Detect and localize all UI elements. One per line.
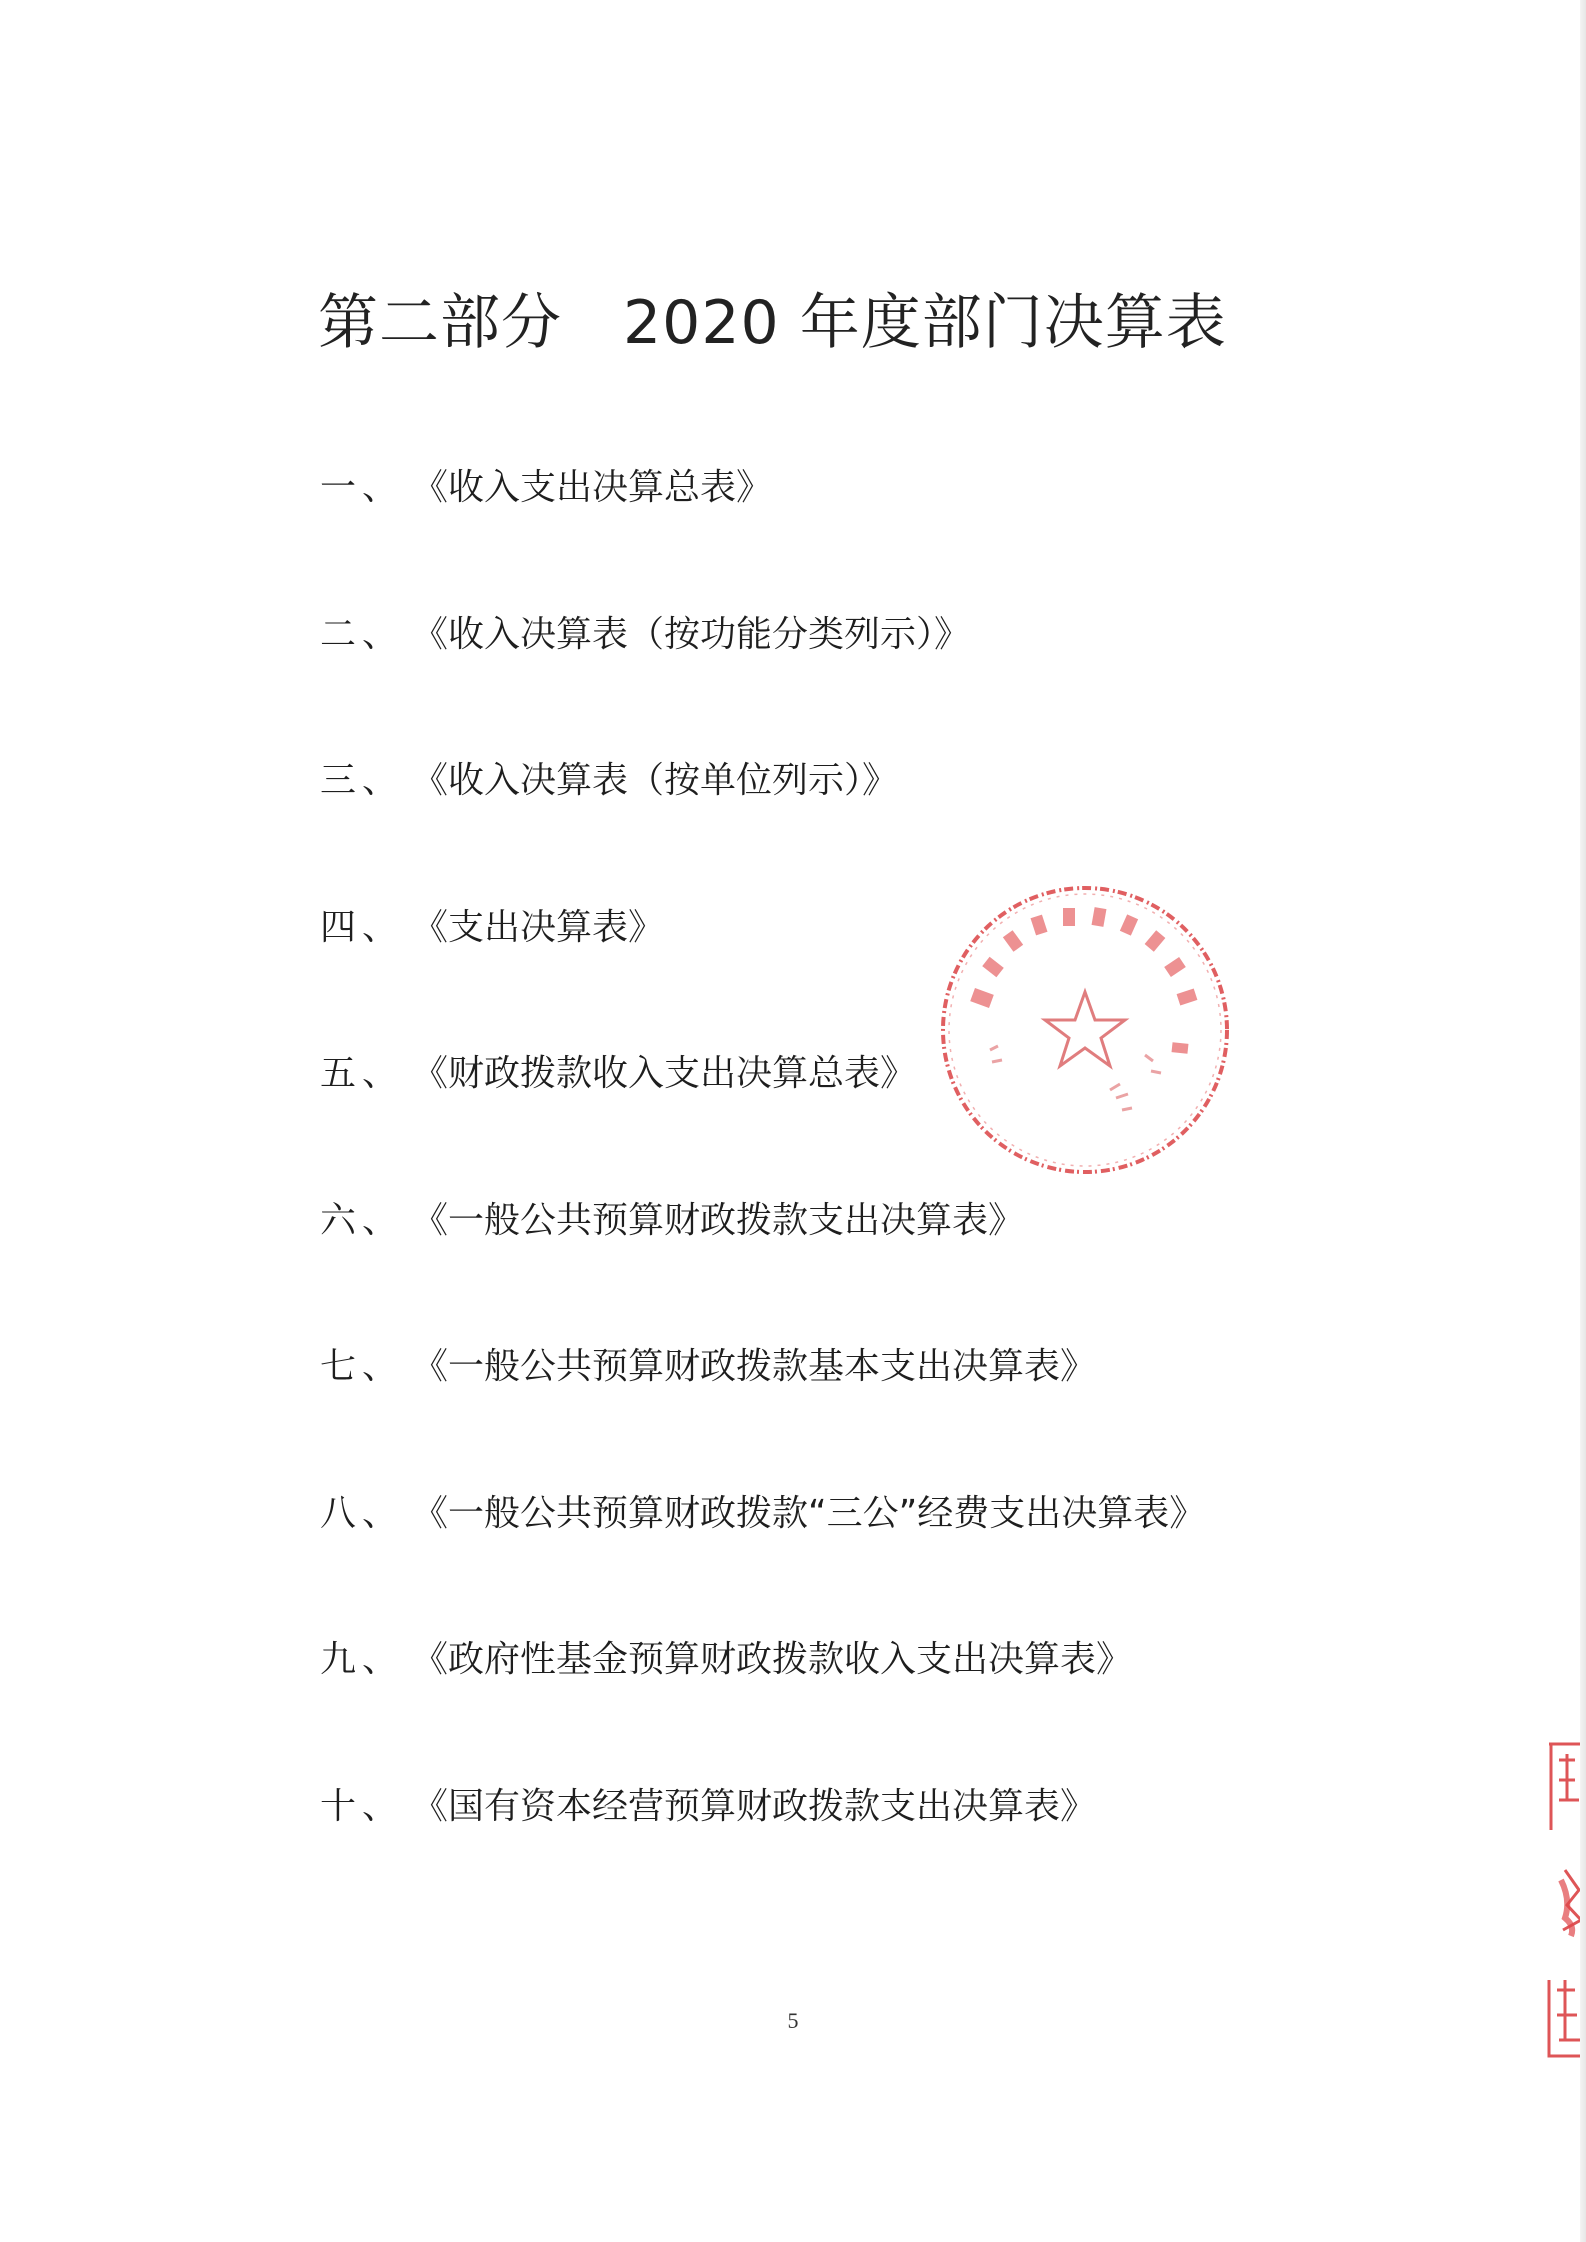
- list-item: [320, 1632, 1205, 1779]
- list-item-number: 七、: [320, 1346, 405, 1387]
- list-item-title: 《财政拨款收入支出决算总表》: [412, 1053, 917, 1094]
- list-item-title: 《一般公共预算财政拨款基本支出决算表》: [412, 1346, 1097, 1387]
- list-item-title: 《国有资本经营预算财政拨款支出决算表》: [412, 1785, 1097, 1827]
- list-item-number: 二、: [320, 613, 405, 655]
- list-item-title: 《收入决算表（按单位列示）》: [412, 760, 899, 801]
- page-number: 5: [787, 2008, 799, 2033]
- page-edge-shadow: [1580, 0, 1586, 2242]
- list-item-title: 《收入支出决算总表》: [412, 467, 773, 508]
- list-item-number: 四、: [320, 906, 405, 948]
- list-item-title: 《政府性基金预算财政拨款收入支出决算表》: [412, 1639, 1133, 1680]
- list-item-number: 十、: [320, 1785, 405, 1827]
- list-item-number: 八、: [320, 1492, 405, 1534]
- list-item: [320, 1486, 1205, 1633]
- list-item: [320, 460, 1205, 607]
- list-item-number: 三、: [320, 760, 405, 801]
- official-seal-icon: [935, 880, 1235, 1180]
- list-item-number: 五、: [320, 1053, 405, 1094]
- list-item-title: 《收入决算表（按功能分类列示）》: [412, 613, 971, 655]
- list-item: [320, 1779, 1205, 1926]
- list-item-title: 《一般公共预算财政拨款支出决算表》: [412, 1199, 1025, 1241]
- page-title: 第二部分 2020 年度部门决算表: [318, 288, 1227, 358]
- list-item: [320, 607, 1205, 754]
- list-item-title: 《一般公共预算财政拨款“三公”经费支出决算表》: [412, 1492, 1206, 1534]
- list-item-number: 一、: [320, 467, 405, 508]
- list-item-number: 六、: [320, 1199, 405, 1241]
- list-item: [320, 753, 1205, 900]
- list-item: [320, 1193, 1205, 1340]
- table-list: [320, 460, 1205, 1925]
- list-item-title: 《支出决算表》: [412, 906, 665, 948]
- list-item: [320, 1339, 1205, 1486]
- list-item-number: 九、: [320, 1639, 405, 1680]
